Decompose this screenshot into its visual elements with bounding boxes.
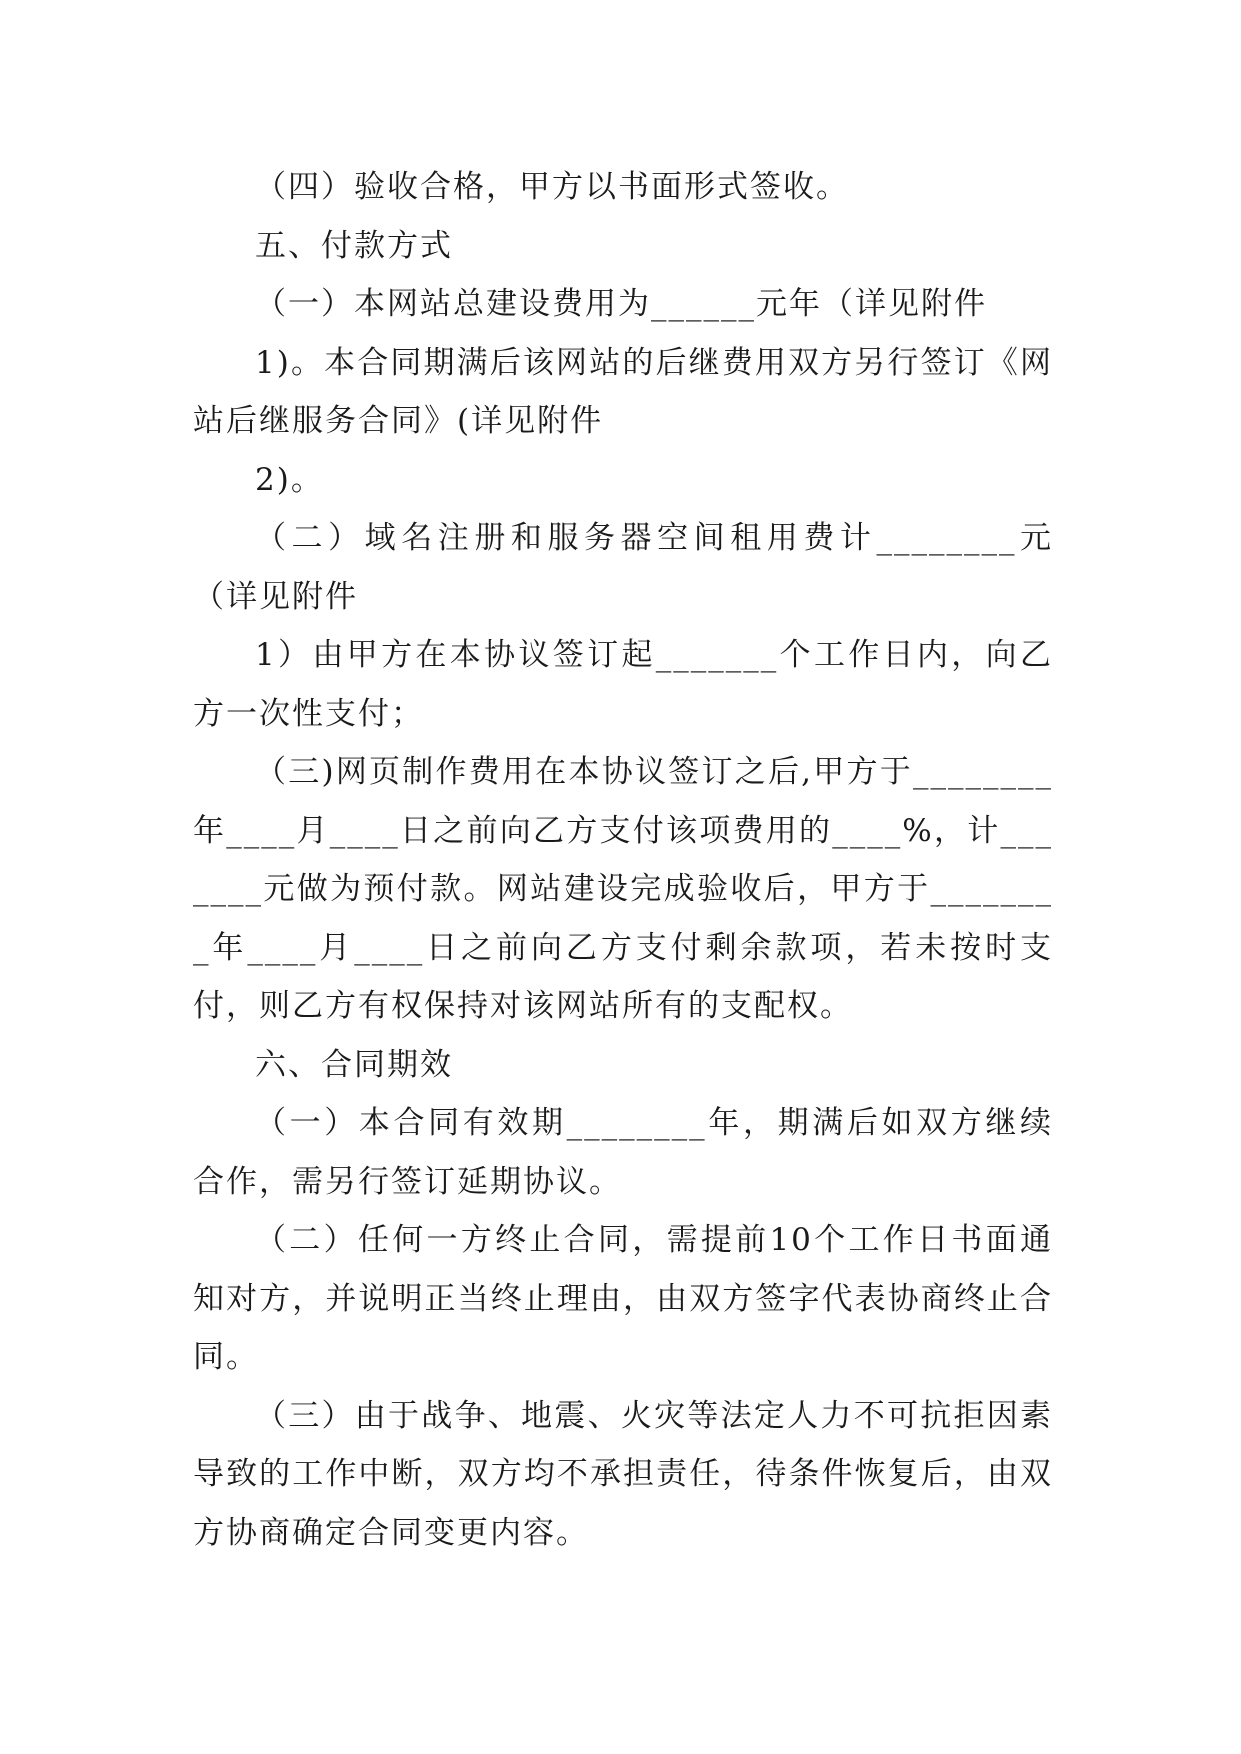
paragraph-one-time-payment: 1）由甲方在本协议签订起_______个工作日内，向乙方一次性支付； — [193, 637, 1053, 732]
paragraph-validity-period: （一）本合同有效期________年，期满后如双方继续合作，需另行签订延期协议。 — [193, 1105, 1053, 1200]
paragraph-web-design-fee: （三)网页制作费用在本协议签订之后,甲方于________年____月____日之前向乙方支付该项费用的____%，计_______元做为预付款。网站建设完成验收后，甲方于________年____月____日之前向乙方支付剩余款项，若未按时支付，则乙方有权保持对该网站所有的支配权。 — [193, 754, 1053, 1024]
document-body — [193, 158, 1053, 1562]
paragraph-force-majeure: （三）由于战争、地震、火灾等法定人力不可抗拒因素导致的工作中断，双方均不承担责任，待条件恢复后，由双方协商确定合同变更内容。 — [193, 1397, 1053, 1551]
paragraph-acceptance-signoff: （四）验收合格，甲方以书面形式签收。 — [255, 169, 849, 205]
paragraph-total-fee: （一）本网站总建设费用为______元年（详见附件 — [255, 286, 987, 322]
paragraph-attachment-two: 2)。 — [255, 461, 324, 498]
paragraph-domain-server-fee: （二）域名注册和服务器空间租用费计________元（详见附件 — [193, 520, 1053, 615]
section-heading-payment: 五、付款方式 — [255, 227, 453, 264]
paragraph-follow-up-fee: 1)。本合同期满后该网站的后继费用双方另行签订《网站后继服务合同》(详见附件 — [193, 344, 1053, 439]
section-heading-contract-term: 六、合同期效 — [255, 1046, 453, 1083]
paragraph-termination: （二）任何一方终止合同，需提前10个工作日书面通知对方，并说明正当终止理由，由双方签字代表协商终止合同。 — [193, 1222, 1053, 1375]
